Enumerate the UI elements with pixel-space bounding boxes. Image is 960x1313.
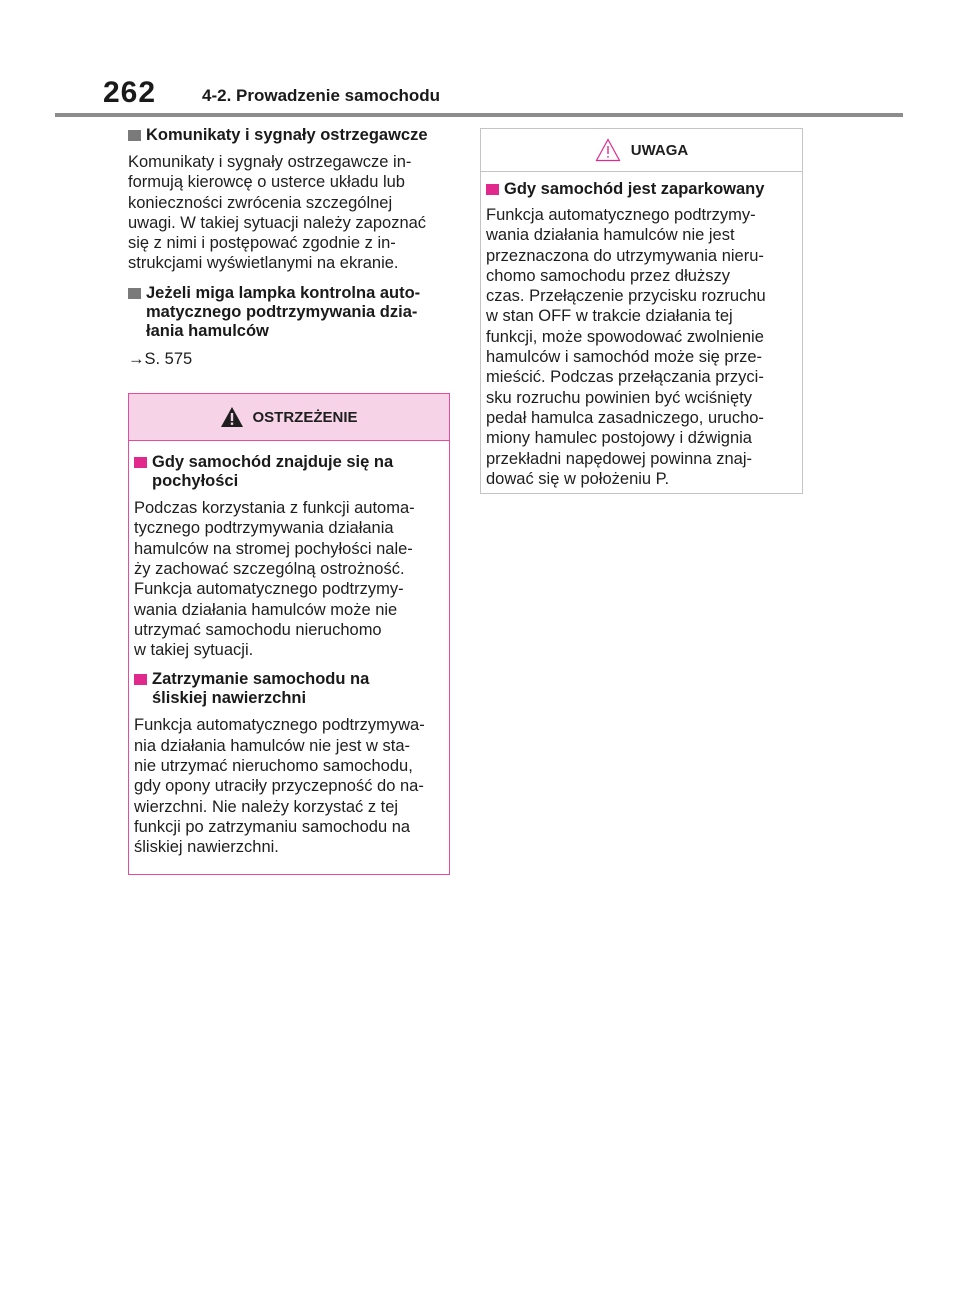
page-header	[103, 76, 903, 116]
text-line: Funkcja automatycznego podtrzymy-	[486, 206, 756, 224]
heading-parked	[486, 180, 797, 199]
heading-indicator-flashing	[128, 284, 452, 341]
text-line: ży zachować szczególną ostrożność.	[134, 559, 405, 578]
square-bullet-icon	[128, 288, 141, 299]
text-line: uwagi. W takiej sytuacji należy zapoznać	[128, 213, 427, 232]
heading-text	[152, 453, 444, 491]
header-divider	[55, 113, 903, 117]
heading-text	[152, 670, 444, 708]
text-line: utrzymać samochodu nieruchomo	[134, 620, 382, 639]
text-line: nie utrzymać nieruchomo samochodu,	[134, 757, 413, 776]
square-bullet-icon	[128, 130, 141, 141]
text-line: dować się w położeniu P.	[486, 469, 670, 488]
paragraph-warning-messages	[128, 152, 452, 274]
text-line: przeznaczona do utrzymywania nieru-	[486, 246, 764, 265]
text-line: matycznego podtrzymywania dzia-	[146, 302, 418, 321]
warning-box-title: OSTRZEŻENIE	[252, 408, 358, 426]
notice-box-header	[481, 129, 802, 172]
text-line: hamulców i samochód może się prze-	[486, 348, 763, 367]
heading-warning-messages	[128, 126, 452, 145]
text-line: się z nimi i postępować zgodnie z in-	[128, 234, 396, 253]
text-line: Jeżeli miga lampka kontrolna auto-	[146, 283, 421, 302]
paragraph-on-slope	[134, 498, 444, 660]
text-line: wania działania hamulców może nie	[134, 600, 398, 619]
page-number: 262	[103, 76, 157, 109]
text-line: w stan OFF w trakcie działania tej	[486, 307, 733, 326]
warning-triangle-icon	[220, 406, 244, 428]
text-line: łania hamulców	[146, 321, 269, 340]
text-line: miony hamulec postojowy i dźwignia	[486, 429, 752, 448]
text-line: pedał hamulca zasadniczego, urucho-	[486, 408, 764, 427]
paragraph-parked	[486, 205, 797, 489]
text-line: funkcji po zatrzymaniu samochodu na	[134, 817, 411, 836]
text-line: śliskiej nawierzchni.	[134, 838, 279, 857]
text-line: gdy opony utraciły przyczepność do na-	[134, 777, 424, 796]
square-bullet-icon	[134, 457, 147, 468]
text-line: Zatrzymanie samochodu na	[152, 670, 370, 689]
caution-triangle-icon	[595, 138, 621, 162]
heading-text: Komunikaty i sygnały ostrzegawcze	[146, 126, 428, 144]
text-line: mieścić. Podczas przełączania przyci-	[486, 368, 764, 387]
heading-slippery-surface	[134, 670, 444, 708]
text-line: strukcjami wyświetlanymi na ekranie.	[128, 254, 399, 273]
text-line: wierzchni. Nie należy korzystać z tej	[134, 797, 399, 816]
text-line: Gdy samochód znajduje się na	[152, 453, 394, 472]
page-reference-link[interactable]: →S. 575	[128, 349, 193, 368]
square-bullet-icon	[134, 674, 147, 685]
text-line: czas. Przełączenie przycisku rozruchu	[486, 287, 766, 306]
notice-box	[480, 128, 803, 494]
section-title: 4-2. Prowadzenie samochodu	[202, 86, 441, 105]
text-line: sku rozruchu powinien być wciśnięty	[486, 388, 752, 407]
square-bullet-icon	[486, 184, 499, 195]
text-line: Funkcja automatycznego podtrzymy-	[134, 580, 404, 599]
text-line: Podczas korzystania z funkcji automa-	[134, 499, 415, 518]
text-line: tycznego podtrzymywania działania	[134, 519, 394, 538]
text-line: formują kierowcę o usterce układu lub	[128, 173, 405, 192]
text-line: Komunikaty i sygnały ostrzegawcze in-	[128, 153, 412, 171]
heading-text	[146, 284, 452, 341]
text-line: pochyłości	[152, 472, 239, 491]
text-line: Funkcja automatycznego podtrzymywa-	[134, 716, 425, 735]
text-line: śliskiej nawierzchni	[152, 689, 307, 708]
text-line: hamulców na stromej pochyłości nale-	[134, 539, 413, 558]
text-line: funkcji, może spowodować zwolnienie	[486, 327, 764, 346]
paragraph-slippery-surface	[134, 715, 444, 857]
text-line: nia działania hamulców nie jest w sta-	[134, 736, 411, 755]
text-line: przekładni napędowej powinna znaj-	[486, 449, 753, 468]
warning-box	[128, 393, 450, 874]
warning-box-header	[129, 394, 449, 441]
heading-on-slope	[134, 453, 444, 491]
text-line: w takiej sytuacji.	[134, 641, 254, 660]
text-line: chomo samochodu przez dłuższy	[486, 266, 730, 285]
heading-text: Gdy samochód jest zaparkowany	[504, 180, 765, 198]
text-line: konieczności zwrócenia szczególnej	[128, 193, 393, 212]
right-column	[480, 128, 803, 494]
text-line: wania działania hamulców nie jest	[486, 226, 735, 245]
notice-box-title: UWAGA	[630, 141, 689, 159]
left-column	[128, 126, 452, 875]
